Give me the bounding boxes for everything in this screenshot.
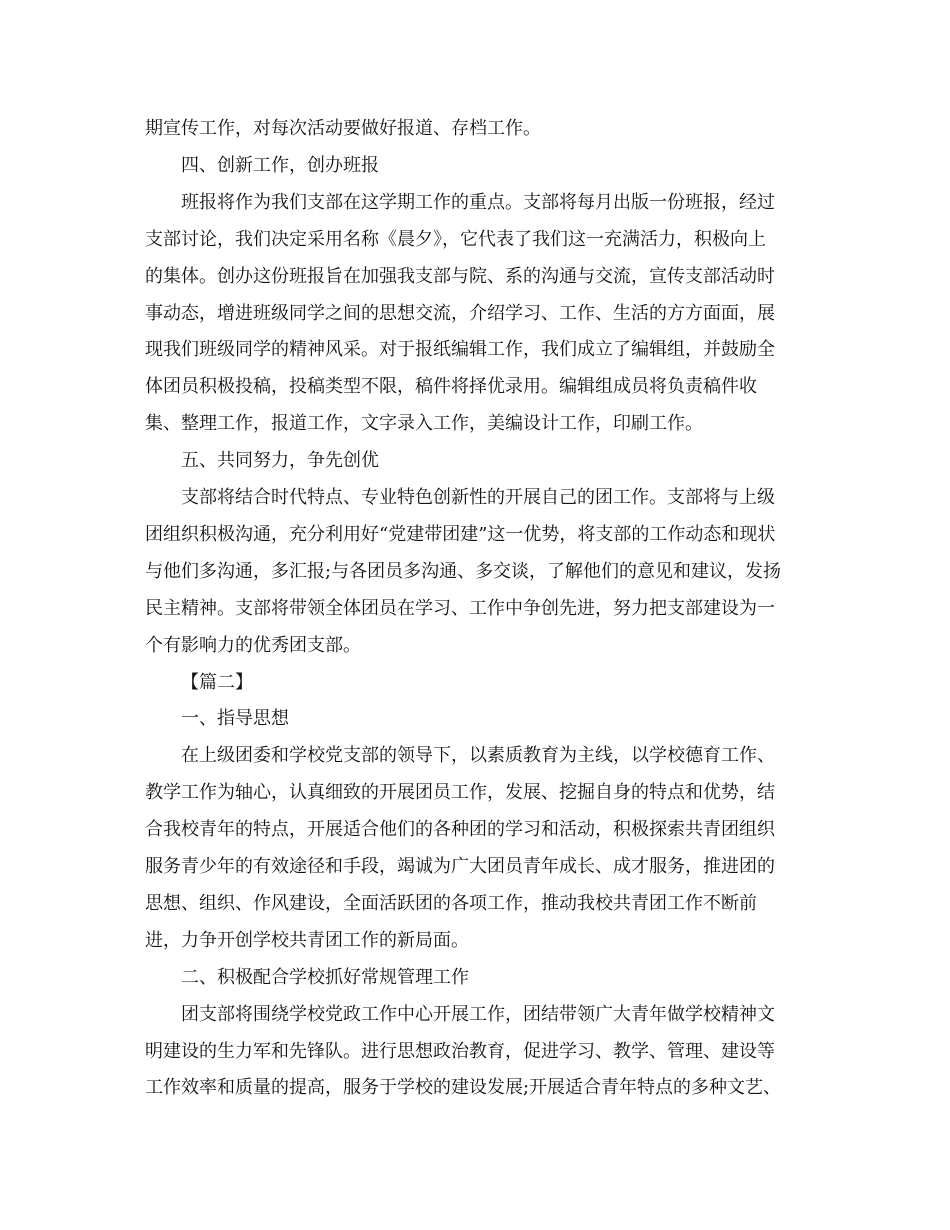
text-line: 明建设的生力军和先锋队。进行思想政治教育，促进学习、教学、管理、建设等: [145, 1040, 775, 1062]
text-line: 一、指导思想: [181, 708, 289, 730]
text-line: 现我们班级同学的精神风采。对于报纸编辑工作，我们成立了编辑组，并鼓励全: [145, 339, 775, 361]
text-line: 集、整理工作，报道工作，文字录入工作，美编设计工作，印刷工作。: [145, 413, 703, 435]
text-line: 的集体。创办这份班报旨在加强我支部与院、系的沟通与交流，宣传支部活动时: [145, 265, 775, 287]
text-line: 个有影响力的优秀团支部。: [145, 634, 361, 656]
text-line: 四、创新工作，创办班报: [181, 154, 379, 176]
text-line: 工作效率和质量的提高，服务于学校的建设发展;开展适合青年特点的多种文艺、: [145, 1077, 782, 1099]
text-line: 教学工作为轴心，认真细致的开展团员工作，发展、挖掘自身的特点和优势，结: [145, 782, 775, 804]
text-line: 服务青少年的有效途径和手段，竭诚为广大团员青年成长、成才服务，推进团的: [145, 856, 775, 877]
text-line: 在上级团委和学校党支部的领导下，以素质教育为主线，以学校德育工作、: [181, 745, 775, 767]
text-line: 支部讨论，我们决定采用名称《晨夕》，它代表了我们这一充满活力，积极向上: [145, 228, 766, 250]
text-line: 支部将结合时代特点、专业特色创新性的开展自己的团工作。支部将与上级: [181, 487, 775, 508]
text-line: 与他们多沟通，多汇报;与各团员多沟通、多交谈，了解他们的意见和建议，发扬: [145, 560, 782, 582]
text-line: 团组织积极沟通，充分利用好“党建带团建”这一优势，将支部的工作动态和现状: [145, 523, 776, 545]
text-line: 体团员积极投稿，投稿类型不限，稿件将择优录用。编辑组成员将负责稿件收: [145, 376, 757, 398]
text-line: 民主精神。支部将带领全体团员在学习、工作中争创先进，努力把支部建设为一: [145, 597, 775, 619]
text-line: 思想、组织、作风建设，全面活跃团的各项工作，推动我校共青团工作不断前: [145, 892, 757, 914]
text-line: 二、积极配合学校抓好常规管理工作: [181, 966, 469, 988]
text-line: 五、共同努力，争先创优: [181, 450, 379, 472]
text-line: 进，力争开创学校共青团工作的新局面。: [145, 929, 469, 951]
text-line: 团支部将围绕学校党政工作中心开展工作，团结带领广大青年做学校精神文: [181, 1003, 775, 1025]
text-line: 班报将作为我们支部在这学期工作的重点。支部将每月出版一份班报，经过: [181, 191, 775, 213]
text-line: 合我校青年的特点，开展适合他们的各种团的学习和活动，积极探索共青团组织: [145, 819, 775, 841]
text-line: 期宣传工作，对每次活动要做好报道、存档工作。: [145, 118, 541, 139]
text-line: 【篇二】: [181, 671, 253, 693]
text-line: 事动态，增进班级同学之间的思想交流，介绍学习、工作、生活的方方面面，展: [145, 302, 775, 324]
